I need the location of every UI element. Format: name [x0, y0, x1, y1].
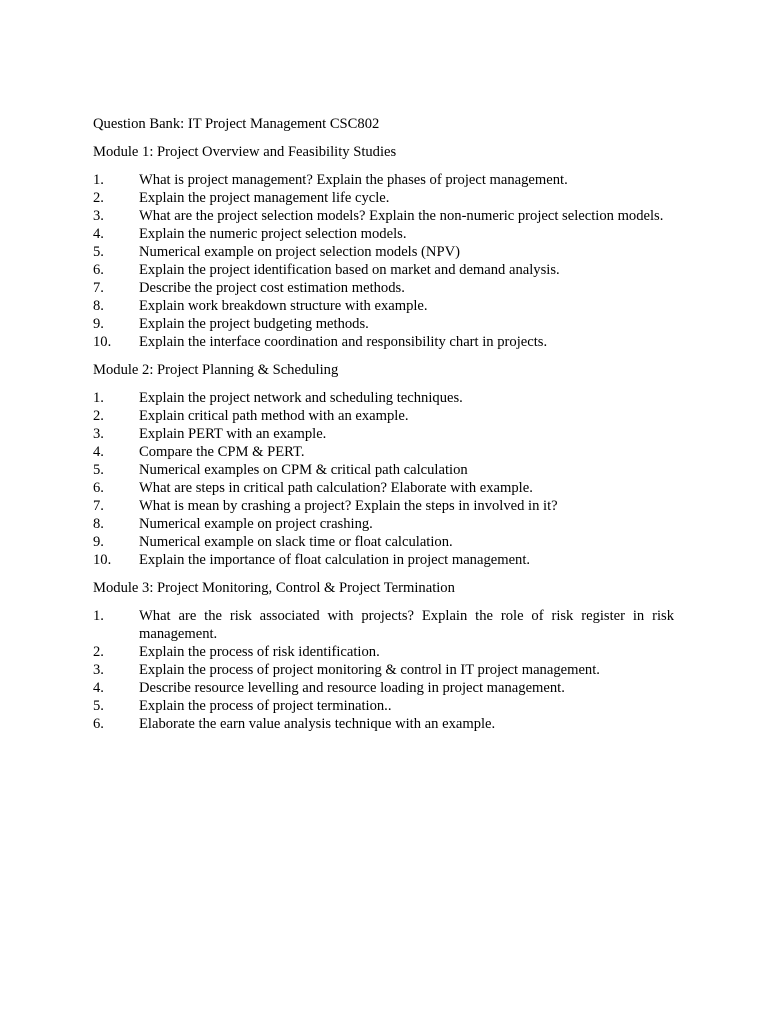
question-text: Explain the process of project monitoring & control in IT project management. [139, 662, 600, 678]
question-text: Explain the interface coordination and responsibility chart in projects. [139, 334, 548, 350]
question-item [93, 171, 674, 189]
question-text: What are the risk associated with projects? Explain the role of risk register in risk management. [139, 608, 674, 642]
question-item [93, 661, 674, 679]
question-text: Compare the CPM & PERT. [139, 444, 305, 460]
question-item [93, 679, 674, 697]
question-item [93, 497, 674, 515]
question-item [93, 207, 674, 225]
question-number: 6. [93, 262, 104, 278]
question-text: Numerical example on project crashing. [139, 516, 373, 532]
question-item [93, 243, 674, 261]
question-number: 7. [93, 280, 104, 296]
question-list [93, 607, 674, 733]
question-item [93, 643, 674, 661]
question-text: Explain the project management life cycle. [139, 190, 390, 206]
document-page [93, 115, 674, 743]
question-item [93, 261, 674, 279]
question-number: 1. [93, 608, 104, 624]
question-number: 2. [93, 644, 104, 660]
question-number: 3. [93, 426, 104, 442]
question-number: 4. [93, 444, 104, 460]
question-text: Numerical example on slack time or float calculation. [139, 534, 453, 550]
question-item [93, 479, 674, 497]
question-text: Explain work breakdown structure with example. [139, 298, 428, 314]
question-number: 9. [93, 534, 104, 550]
question-item [93, 389, 674, 407]
question-item [93, 407, 674, 425]
question-item [93, 551, 674, 569]
question-item [93, 461, 674, 479]
question-item [93, 297, 674, 315]
question-text: What is project management? Explain the phases of project management. [139, 172, 568, 188]
question-text: Numerical example on project selection models (NPV) [139, 244, 460, 260]
question-text: Explain PERT with an example. [139, 426, 327, 442]
module-heading: Module 3: Project Monitoring, Control & Project Termination [93, 580, 455, 596]
question-number: 6. [93, 480, 104, 496]
question-text: What are steps in critical path calculation? Elaborate with example. [139, 480, 533, 496]
question-number: 2. [93, 190, 104, 206]
module-heading: Module 2: Project Planning & Scheduling [93, 362, 339, 378]
question-list [93, 171, 674, 351]
question-text: Explain the numeric project selection models. [139, 226, 407, 242]
question-number: 2. [93, 408, 104, 424]
question-text: Explain the project budgeting methods. [139, 316, 369, 332]
question-text: Describe resource levelling and resource loading in project management. [139, 680, 565, 696]
question-number: 9. [93, 316, 104, 332]
question-list [93, 389, 674, 569]
question-text: Explain the importance of float calculation in project management. [139, 552, 531, 568]
question-number: 3. [93, 208, 104, 224]
module-heading: Module 1: Project Overview and Feasibility Studies [93, 144, 397, 160]
question-number: 7. [93, 498, 104, 514]
question-item [93, 279, 674, 297]
question-text: Explain the project network and scheduling techniques. [139, 390, 463, 406]
question-text: Explain critical path method with an example. [139, 408, 409, 424]
question-text: Explain the project identification based on market and demand analysis. [139, 262, 560, 278]
question-item [93, 443, 674, 461]
question-item [93, 533, 674, 551]
question-number: 1. [93, 390, 104, 406]
question-number: 1. [93, 172, 104, 188]
question-item [93, 607, 674, 643]
question-item [93, 697, 674, 715]
question-number: 6. [93, 716, 104, 732]
question-item [93, 425, 674, 443]
question-number: 5. [93, 698, 104, 714]
question-item [93, 515, 674, 533]
question-item [93, 715, 674, 733]
question-number: 4. [93, 680, 104, 696]
question-number: 5. [93, 462, 104, 478]
question-number: 8. [93, 516, 104, 532]
question-text: Elaborate the earn value analysis technique with an example. [139, 716, 496, 732]
question-number: 5. [93, 244, 104, 260]
question-item [93, 225, 674, 243]
document-title: Question Bank: IT Project Management CSC802 [93, 116, 380, 132]
question-text: Explain the process of project termination.. [139, 698, 392, 714]
question-item [93, 315, 674, 333]
question-text: Describe the project cost estimation methods. [139, 280, 405, 296]
question-text: Numerical examples on CPM & critical path calculation [139, 462, 468, 478]
question-number: 3. [93, 662, 104, 678]
question-text: Explain the process of risk identification. [139, 644, 380, 660]
question-text: What is mean by crashing a project? Explain the steps in involved in it? [139, 498, 558, 514]
question-item [93, 189, 674, 207]
question-text: What are the project selection models? Explain the non-numeric project selection models. [139, 208, 664, 224]
question-item [93, 333, 674, 351]
question-number: 4. [93, 226, 104, 242]
question-number: 8. [93, 298, 104, 314]
question-number: 10. [93, 334, 112, 350]
question-number: 10. [93, 552, 112, 568]
